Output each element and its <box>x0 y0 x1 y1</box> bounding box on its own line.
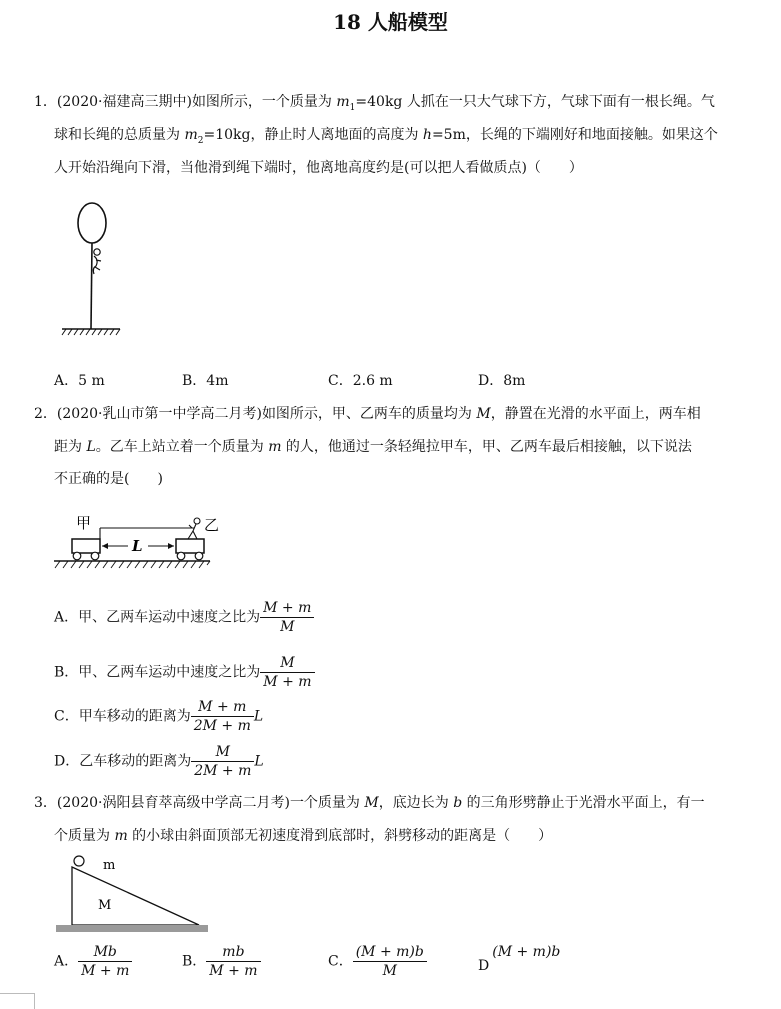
q2-line-1: 2．(2020·乳山市第一中学高二月考)如图所示，甲、乙两车的质量均为 M，静置在光滑的水平面上，两车相 <box>34 406 701 422</box>
q3-source: (2020·涡阳县育萃高级中学高二月考) <box>56 795 290 811</box>
q3-line-2: 个质量为 m 的小球由斜面顶部无初速度滑到底部时，斜劈移动的距离是（ ） <box>54 828 553 844</box>
q3-option-a: A． $\frac{Mb}{M + m}$ <box>54 944 132 979</box>
q2-source: (2020·乳山市第一中学高二月考) <box>56 406 262 422</box>
page-corner-mark <box>0 993 35 1009</box>
q2-line-2: 距为 L。乙车上站立着一个质量为 m 的人，他通过一条轻绳拉甲车，甲、乙两车最后相接触，以下说法 <box>54 439 692 455</box>
wedge-M-label: M <box>98 898 112 913</box>
q1-option-d: D．8m <box>478 373 526 389</box>
q2-carts-figure <box>52 508 220 582</box>
q3-number: 3． <box>34 795 57 811</box>
q1-line-3: 人开始沿绳向下滑，当他滑到绳下端时，他离地高度约是(可以把人看做质点)（ ） <box>54 160 583 176</box>
q3-option-b: B． $\frac{mb}{M + m}$ <box>182 944 261 979</box>
q2-line-3: 不正确的是( ) <box>54 471 163 487</box>
ball-m-label: m <box>103 858 116 873</box>
q3-option-c: C． $\frac{(M + m)b}{M}$ <box>328 944 427 979</box>
q2-option-c: C．甲车移动的距离为 $\frac{M + m}{2M + m}$ L <box>54 699 264 734</box>
q1-line-2: 球和长绳的总质量为 $m_2=10kg$，静止时人离地面的高度为 h=5m，长绳的下端刚好和地面接触。如果这个 <box>54 127 718 146</box>
q1-option-b: B．4m <box>182 373 229 389</box>
q2-option-b: B．甲、乙两车运动中速度之比为 $\frac{M}{M + m}$ <box>54 655 315 690</box>
q3-line-1: 3．(2020·涡阳县育萃高级中学高二月考)一个质量为 M，底边长为 b 的三角形劈静止于光滑水平面上，有一 <box>34 795 705 811</box>
distance-L-label: L <box>132 537 143 555</box>
q1-option-c: C．2.6 m <box>328 373 393 389</box>
q1-balloon-figure <box>58 198 128 342</box>
q1-line-1: 1．(2020·福建高三期中)如图所示，一个质量为 $m_1=40kg$ 人抓在一只大气球下方，气球下面有一根长绳。气 <box>34 94 715 113</box>
page-title: 18 人船模型 <box>333 10 448 34</box>
cart-jia-label: 甲 <box>76 514 92 532</box>
q1-source: (2020·福建高三期中) <box>56 94 192 110</box>
q1-option-a: A．5 m <box>54 373 105 389</box>
cart-yi-label: 乙 <box>204 516 220 534</box>
q2-option-a: A．甲、乙两车运动中速度之比为 $\frac{M + m}{M}$ <box>54 600 314 635</box>
q2-option-d: D．乙车移动的距离为 $\frac{M}{2M + m}$ L <box>54 744 264 779</box>
q2-number: 2． <box>34 406 57 422</box>
q1-number: 1． <box>34 94 57 110</box>
q3-wedge-figure <box>52 852 212 940</box>
q3-option-d: D (M + m)b <box>478 944 561 974</box>
